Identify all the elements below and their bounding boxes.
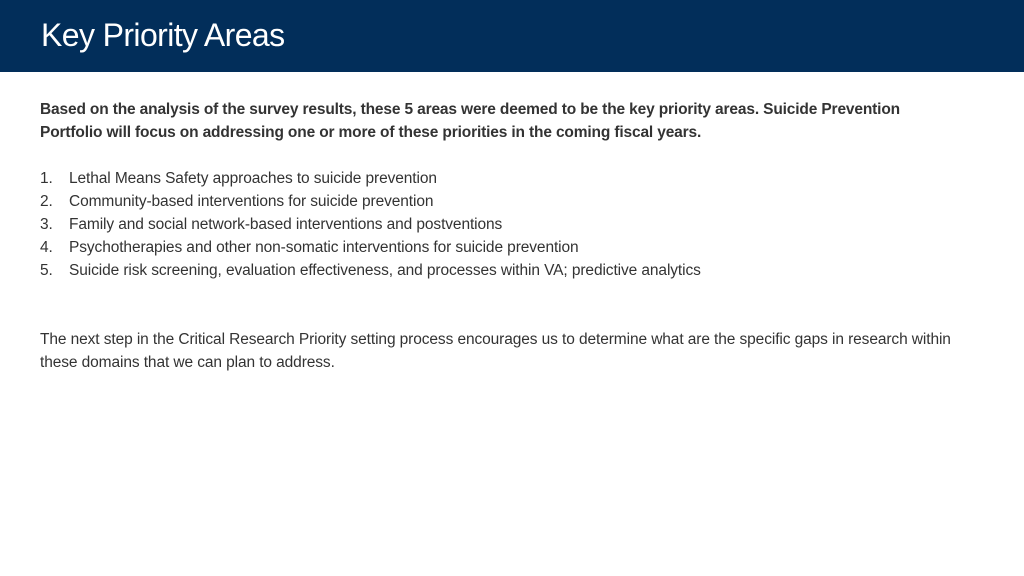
slide-body [40, 98, 990, 374]
priority-number: 4. [40, 239, 53, 256]
priority-item [40, 236, 990, 259]
title-bar [0, 0, 1024, 72]
next-step-paragraph: The next step in the Critical Research Priority setting process encourages us to determine what are the specific gaps in research within these domains that we can plan to address. [40, 331, 951, 371]
priority-text: Family and social network-based interventions and postventions [69, 216, 503, 233]
slide-title: Key Priority Areas [41, 17, 285, 53]
priority-item [40, 190, 990, 213]
intro-paragraph: Based on the analysis of the survey results, these 5 areas were deemed to be the key priority areas. Suicide Prevention Portfolio will focus on addressing one or more of these priorities in the coming fiscal years. [40, 101, 900, 141]
priority-number: 1. [40, 170, 53, 187]
priority-item [40, 213, 990, 236]
priority-item [40, 167, 990, 190]
priority-text: Lethal Means Safety approaches to suicide prevention [69, 170, 437, 187]
priority-text: Suicide risk screening, evaluation effectiveness, and processes within VA; predictive analytics [69, 262, 701, 279]
priority-number: 2. [40, 193, 53, 210]
priority-text: Community-based interventions for suicide prevention [69, 193, 434, 210]
priority-number: 5. [40, 262, 53, 279]
priority-text: Psychotherapies and other non-somatic interventions for suicide prevention [69, 239, 579, 256]
priority-list [40, 167, 990, 282]
priority-number: 3. [40, 216, 53, 233]
priority-item [40, 259, 990, 282]
